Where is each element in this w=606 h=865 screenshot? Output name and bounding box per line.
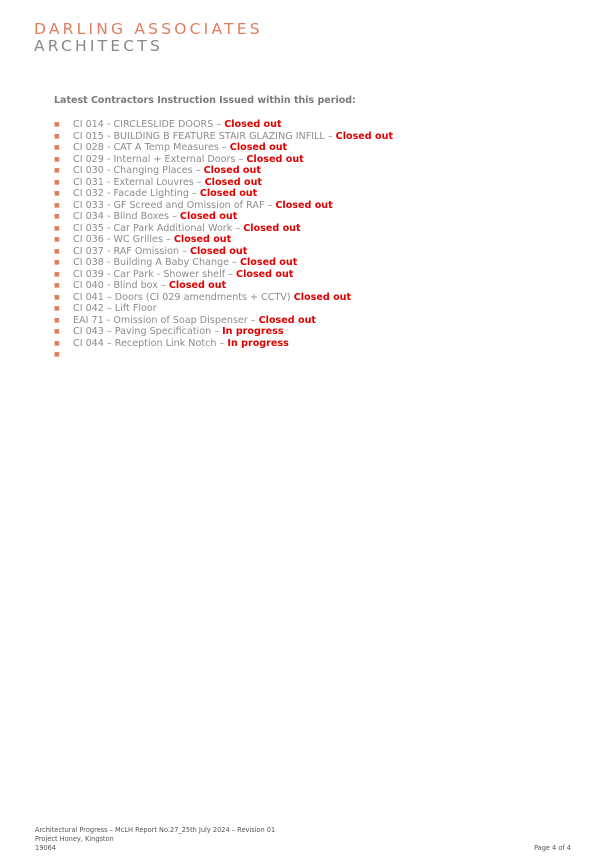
instruction-text <box>73 292 351 304</box>
instruction-label: CI 014 - CIRCLESLIDE DOORS – <box>73 119 225 130</box>
instruction-text <box>73 269 293 281</box>
instruction-label: CI 037 - RAF Omission – <box>73 245 190 257</box>
instruction-text <box>73 303 157 315</box>
bullet-icon: ■ <box>54 328 60 335</box>
bullet-icon: ■ <box>54 144 60 151</box>
status-label: Closed out <box>189 245 248 257</box>
status-label: In progress <box>222 326 284 337</box>
status-label: Closed out <box>199 188 258 199</box>
instruction-label: CI 043 – Paving Specification – <box>73 326 223 337</box>
bullet-icon: ■ <box>54 155 60 163</box>
instruction-text <box>73 338 289 350</box>
status-label: Closed out <box>275 199 333 211</box>
instruction-text <box>73 177 262 189</box>
bullet-icon: ■ <box>54 305 60 312</box>
status-label: Closed out <box>179 211 238 222</box>
status-label: Closed out <box>229 142 288 153</box>
instruction-text <box>73 211 237 223</box>
instruction-text <box>73 223 301 235</box>
instruction-text <box>73 119 282 131</box>
instruction-label: EAI 71 - Omission of Soap Dispenser – <box>73 314 259 326</box>
bullet-icon: ■ <box>54 282 60 289</box>
status-label: Closed out <box>239 257 298 268</box>
footer <box>35 826 275 853</box>
instruction-label: CI 044 – Reception Link Notch – <box>73 337 228 349</box>
instruction-text <box>73 154 304 166</box>
instruction-label: CI 036 - WC Grilles – <box>73 234 174 245</box>
bullet-icon: ■ <box>54 293 60 301</box>
instruction-text <box>73 131 393 143</box>
status-label: Closed out <box>168 280 227 291</box>
instruction-label: CI 030 - Changing Places – <box>73 165 204 176</box>
instruction-label: CI 040 - Blind box – <box>73 280 169 291</box>
instruction-text <box>73 142 287 154</box>
status-label: Closed out <box>243 222 301 234</box>
instruction-text <box>73 200 333 212</box>
page-number: Page 4 of 4 <box>534 844 571 852</box>
instruction-label: CI 039 - Car Park - Shower shelf – <box>73 268 237 280</box>
status-label: In progress <box>227 337 289 349</box>
bullet-icon: ■ <box>54 316 60 324</box>
bullet-icon: ■ <box>54 351 60 358</box>
instruction-label: CI 033 - GF Screed and Omission of RAF – <box>73 199 276 211</box>
status-label: Closed out <box>258 314 316 326</box>
instruction-label: CI 041 – Doors (CI 029 amendments + CCTV) <box>73 291 294 303</box>
section-heading: Latest Contractors Instruction Issued within this period: <box>54 95 356 106</box>
bullet-icon: ■ <box>54 201 60 209</box>
instruction-label: CI 035 - Car Park Additional Work – <box>73 222 244 234</box>
status-label: Closed out <box>293 291 352 303</box>
instruction-label: CI 034 - Blind Boxes – <box>73 211 180 222</box>
instruction-text <box>73 246 247 258</box>
bullet-icon: ■ <box>54 224 60 232</box>
bullet-icon: ■ <box>54 236 60 243</box>
status-label: Closed out <box>246 153 304 165</box>
footer-project-number: 19064 <box>35 844 56 852</box>
brand-subtitle: ARCHITECTS <box>34 37 164 55</box>
instruction-label: CI 028 - CAT A Temp Measures – <box>73 142 230 153</box>
instruction-label: CI 015 - BUILDING B FEATURE STAIR GLAZING INFILL – <box>73 130 336 142</box>
instruction-label: CI 042 – Lift Floor <box>73 303 157 314</box>
bullet-icon: ■ <box>54 213 60 220</box>
bullet-icon: ■ <box>54 247 60 255</box>
footer-project-name: Project Honey, Kingston <box>35 835 114 843</box>
instruction-text <box>73 315 316 327</box>
bullet-icon: ■ <box>54 270 60 278</box>
status-label: Closed out <box>236 268 294 280</box>
status-label: Closed out <box>204 176 262 188</box>
instruction-label: CI 031 - External Louvres – <box>73 176 205 188</box>
status-label: Closed out <box>173 234 232 245</box>
bullet-icon: ■ <box>54 178 60 186</box>
status-label: Closed out <box>335 130 394 142</box>
instruction-text <box>73 188 257 200</box>
bullet-icon: ■ <box>54 190 60 197</box>
status-label: Closed out <box>224 119 282 130</box>
instruction-text <box>73 257 297 269</box>
instruction-label: CI 038 - Building A Baby Change – <box>73 257 240 268</box>
bullet-icon: ■ <box>54 121 60 128</box>
bullet-icon: ■ <box>54 167 60 174</box>
bullet-icon: ■ <box>54 259 60 266</box>
instruction-label: CI 029 - Internal + External Doors – <box>73 153 247 165</box>
brand-name: DARLING ASSOCIATES <box>34 20 263 38</box>
bullet-icon: ■ <box>54 132 60 140</box>
instruction-text <box>73 165 261 177</box>
bullet-icon: ■ <box>54 339 60 347</box>
status-label: Closed out <box>203 165 261 176</box>
instruction-text <box>73 280 226 292</box>
instruction-label: CI 032 - Facade Lighting – <box>73 188 200 199</box>
footer-report-title: Architectural Progress – McLH Report No.27_25th July 2024 – Revision 01 <box>35 826 276 834</box>
instruction-text <box>73 234 231 246</box>
instruction-text <box>73 326 284 338</box>
